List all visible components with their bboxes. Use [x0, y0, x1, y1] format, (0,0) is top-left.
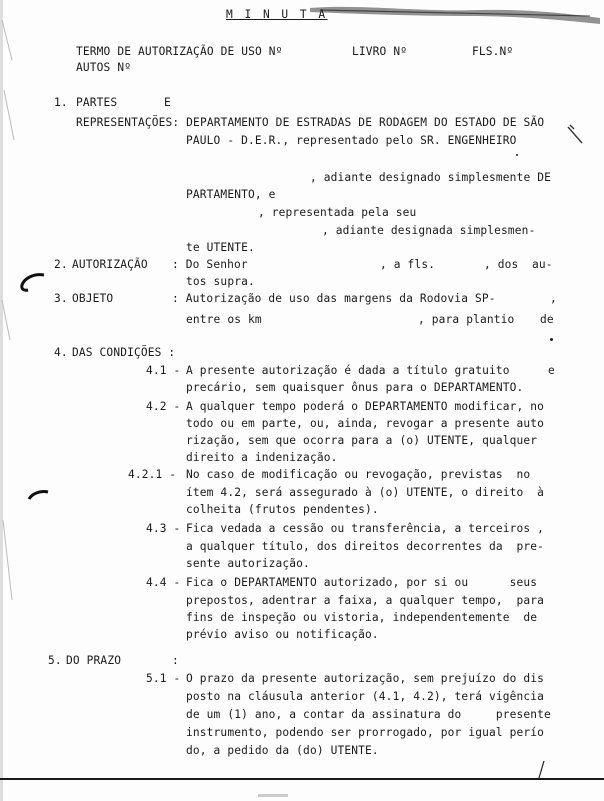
clause-4-2-1-line-3: colheita (frutos pendentes). — [186, 503, 379, 516]
section-5-colon: : — [172, 654, 179, 667]
clause-4-1-line-2: precário, sem quaisquer ônus para o DEPARTAMENTO. — [186, 381, 524, 394]
bottom-rule — [0, 778, 604, 780]
bottom-noise — [258, 794, 288, 797]
clause-4-2-line-1: A qualquer tempo poderá o DEPARTAMENTO modificar, no — [186, 400, 545, 413]
section-4-number: 4. — [54, 346, 68, 359]
section-2-line-2: tos supra. — [186, 275, 255, 288]
section-3-line-2b: , para plantio — [418, 313, 515, 326]
clause-5-1-line-5: do, a pedido da (do) UTENTE. — [186, 744, 379, 757]
section-1-line-3: PAULO - D.E.R., representado pelo SR. ENGENHEIRO — [186, 134, 517, 147]
section-3-line-1a: : Autorização de uso das margens da Rodovia SP- — [172, 292, 496, 305]
margin-mark-2 — [26, 488, 50, 504]
section-3-label: OBJETO — [72, 292, 114, 305]
section-1-line-7: , adiante designada simplesmen- — [322, 224, 536, 237]
margin-mark-1 — [18, 270, 48, 296]
clause-4-4-line-4: prévio aviso ou notificação. — [186, 628, 379, 641]
clause-5-1-line-2: posto na cláusula anterior (4.1, 4.2), terá vigência — [186, 690, 545, 703]
section-1-number: 1. — [54, 96, 68, 109]
clause-4-4-line-2: prepostos, adentrar a faixa, a qualquer tempo, para — [186, 594, 545, 607]
section-5-label: DO PRAZO — [66, 654, 122, 667]
clause-4-3-line-1: Fica vedada a cessão ou transferência, a terceiros , — [186, 522, 545, 535]
clause-4-3-line-2: a qualquer título, dos direitos decorrentes da pre- — [186, 540, 545, 553]
corner-mark — [536, 760, 548, 780]
speck — [516, 154, 518, 156]
section-2-line-1d: au- — [532, 258, 553, 271]
section-1-line-2: REPRESENTAÇÕES: DEPARTAMENTO DE ESTRADAS DE RODAGEM DO ESTADO DE SÃO — [76, 116, 545, 129]
scan-smudge-top — [300, 0, 604, 28]
clause-5-1-number: 5.1 - — [146, 672, 181, 685]
section-2-label: AUTORIZAÇÃO — [72, 258, 148, 271]
section-1-line-5: PARTAMENTO, e — [186, 188, 276, 201]
section-1-e: E — [164, 96, 171, 109]
scan-smudge-left — [0, 0, 20, 801]
termo-label: TERMO DE AUTORIZAÇÃO DE USO Nº — [76, 45, 283, 58]
clause-4-4-line-1: Fica o DEPARTAMENTO autorizado, por si ou seus — [186, 576, 538, 589]
section-3-line-1b: , — [550, 292, 557, 305]
section-2-number: 2. — [54, 258, 68, 271]
section-3-line-2c: de — [540, 313, 554, 326]
section-2-line-1c: , dos — [484, 258, 519, 271]
speck — [550, 338, 553, 341]
clause-5-1-line-4: instrumento, podendo ser prorrogado, por igual perío — [186, 726, 545, 739]
margin-mark-3 — [566, 123, 590, 149]
section-2-line-1b: , a fls. — [380, 258, 436, 271]
clause-4-2-1-line-2: ítem 4.2, será assegurado à (o) UTENTE, o direito à — [186, 486, 545, 499]
clause-4-2-line-2: todo ou em parte, ou, ainda, revogar a presente auto — [186, 417, 545, 430]
clause-4-2-1-number: 4.2.1 - — [128, 468, 177, 481]
clause-4-4-line-3: fins de inspeção ou vistoria, independentemente de — [186, 611, 538, 624]
clause-5-1-line-1: O prazo da presente autorização, sem prejuízo do dis — [186, 672, 545, 685]
clause-4-1-tail: e — [548, 364, 555, 377]
section-5-number: 5. — [48, 654, 62, 667]
section-1-line-8: te UTENTE. — [186, 241, 255, 254]
section-1-line-4: , adiante designado simplesmente DE — [310, 171, 551, 184]
autos-label: AUTOS Nº — [76, 61, 132, 74]
clause-4-2-line-4: direito a indenização. — [186, 451, 338, 464]
section-2-line-1a: : Do Senhor — [172, 258, 248, 271]
section-4-label: DAS CONDIÇÕES : — [72, 346, 176, 359]
clause-4-2-line-3: rização, sem que ocorra para a (o) UTENTE, qualquer — [186, 434, 538, 447]
clause-4-4-number: 4.4 - — [146, 576, 181, 589]
clause-5-1-line-3: de um (1) ano, a contar da assinatura do presente — [186, 708, 551, 721]
section-1-partes: PARTES — [76, 96, 118, 109]
clause-4-3-number: 4.3 - — [146, 522, 181, 535]
clause-4-1-number: 4.1 - — [146, 364, 181, 377]
fls-label: FLS.Nº — [472, 45, 514, 58]
section-1-line-6: , representada pela seu — [258, 206, 417, 219]
clause-4-2-number: 4.2 - — [146, 400, 181, 413]
livro-label: LIVRO Nº — [352, 45, 408, 58]
clause-4-2-1-line-1: No caso de modificação ou revogação, previstas no — [186, 468, 531, 481]
clause-4-1-line-1: A presente autorização é dada a título gratuito — [186, 364, 510, 377]
clause-4-3-line-3: sente autorização. — [186, 557, 310, 570]
page-title: M I N U T A — [226, 8, 328, 21]
section-3-line-2a: entre os km — [186, 313, 262, 326]
section-3-number: 3. — [54, 292, 68, 305]
